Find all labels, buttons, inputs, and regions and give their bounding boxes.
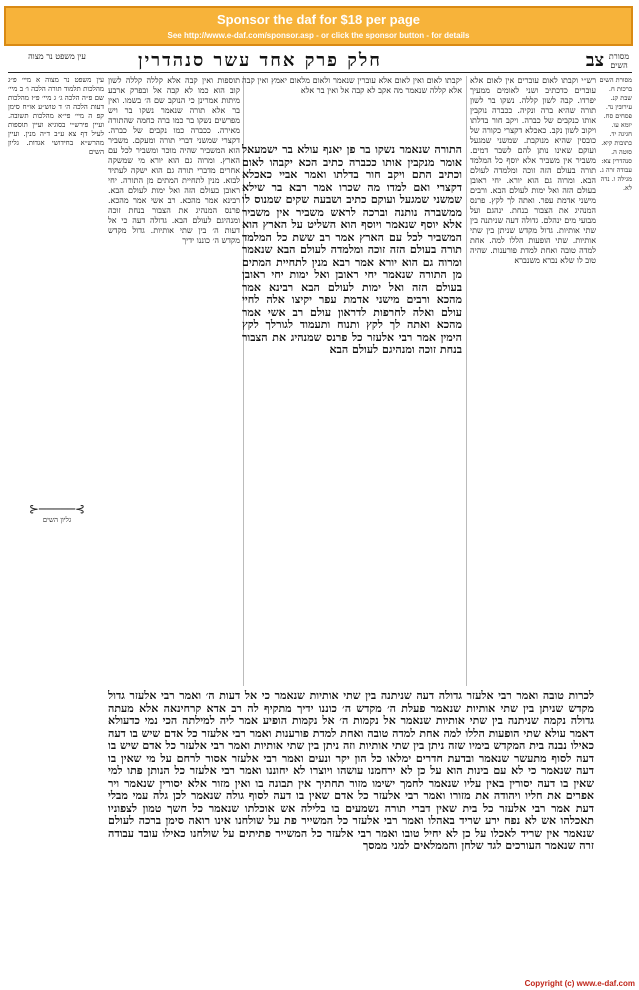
sponsor-banner[interactable] bbox=[4, 6, 633, 46]
masoret-label: מסורת השים bbox=[608, 52, 630, 70]
sponsor-subtitle[interactable]: See http://www.e-daf.com/sponsor.asp - or click the sponsor button - for details bbox=[167, 31, 470, 40]
main-text-top: יקבתו לאום ואין לאום אלא עוברין שנאמר ולאום מלאום יאמץ ואין קבה אלא קללה שנאמר מה אקב לא קבה אל ואין בר אלא bbox=[242, 76, 462, 95]
copyright-notice[interactable]: Copyright (c) www.e-daf.com bbox=[524, 979, 635, 988]
gemara-text-lower: לכרות טובה ואמר רבי אלעזר גדולה דעה שניתנה בין שתי אותיות שנאמר כי אל דעות ה׳ ואמר רבי אלעזר גדול מקדש שניתן בין שתי אותיות שנאמר פעלת ה׳ מקדש ה׳ כוננו ידיך מתקיף לה רב אדא קרחינאה אלא מעתה גדולה נקמה שניתנה בין שתי אותיות שנאמר אל נקמות ה׳ אל נקמות הופיע אמר ליה למילתה הכי נמי כדעולא דאמר עולא שתי הופעות הללו למה אחת למדה טובה ואחת למדת פורענות ואמר רבי אלעזר כל אדם שיש בו דעה כאילו נבנה בית המקדש בימיו שזה ניתן בין שתי אותיות וזה ניתן בין שתי אותיות ואמר רבי אלעזר כל אדם שיש בו דעה לסוף מתעשר שנאמר ובדעת חדרים ימלאו כל הון יקר ונעים ואמר רבי אלעזר אסור לרחם על מי שאין בו דעה שנאמר כי לא עם בינות הוא על כן לא ירחמנו עושהו ויוצרו לא יחוננו ואמר רבי אלעזר כל הנותן פתו למי שאין בו דעה יסורין באין עליו שנאמר לחמך ישימו מזור תחתיך אין תבונה בו ואין מזור אלא יסורין שנאמר ויר אפרים את חליו ויהודה את מזורו ואמר רבי אלעזר כל אדם שאין בו דעה לסוף גולה שנאמר לכן גלה עמי מבלי דעת אמר רבי אלעזר כל בית שאין דברי תורה נשמעים בו בלילה אש אוכלתו שנאמר כל חשך טמון לצפוניו תאכלהו אש לא נפח ירע שריד באהלו ואמר רבי אלעזר כל המשייר פת על שולחנו אינו רואה סימן ברכה לעולם שנאמר אין שריד לאכלו על כן לא יחיל טובו ואמר רבי אלעזר כל המשייר פתיתים על שולחנו כאילו עובד עבודה זרה שנאמר העורכים לגד שלחן והממלאים למני ממסך bbox=[108, 690, 594, 852]
ornament-divider: ⊱─────⊰ bbox=[28, 502, 86, 516]
gilyon-label: גליון השים bbox=[42, 516, 72, 524]
tosafot-column: תוספות ואין קבה אלא קללה קללה לשון קוב הוא כמו לא קבה אל ובפרק ארבע מיתות אמרינן כי הנוקב שם ה׳ בשמו. ואין בר אלא תורה שנאמר נשקו בר ויש מפרשים נשקו בר כמו ברה כחמה שהתורה מאירה. ככברה כמו נקבים של כברה. דקצרי שמשני דברי תורה ומעקם. משביר הוא המשביר שהיה מוכר ומשביר לכל עם הארץ. ומרוה גם הוא יורא מי שמשקה אחרים מדברי תורה גם הוא ישקה לעתיד לבוא. מנין לתחיית המתים מן התורה. יחי ראובן בעולם הזה ואל ימות לעולם הבא. רבינא אמר מהכא. רב אשי אמר מהכא. פרנס המנהיג את הצבור בנחת זוכה ומנהיגם לעולם הבא. גדולה דעה כי אל דעות ה׳ בין שתי אותיות. גדול מקדש מקדש ה׳ כוננו ידיך bbox=[108, 76, 244, 686]
talmud-page bbox=[8, 50, 632, 982]
ein-mishpat-notes: עין משפט נר מצוה א מיי׳ פ״ג מהלכות תלמוד תורה הלכה ו׳ ב מיי׳ שם פ״ה הלכה ג׳ ג מיי׳ פ״ז מהלכות דעות הלכה ה׳ ד טוש״ע או״ח סימן קפ ה מיי׳ פי״א מהלכות תשובה. ועיין פירש״י בסוגיא ועיין תוספות לעיל דף צא ע״ב ד״ה מנין. ועיין מהרש״א בחידושי אגדות. גליון השים bbox=[8, 76, 104, 156]
ein-mishpat-label: עין משפט נר מצוה bbox=[28, 52, 86, 61]
rashi-column: רש״י וקבתו לאום עוברים אין לאום אלא עוברים כדכתיב ושני לאומים ממעיך יפרדו. קבה לשון קללה. נשקו בר לשון תורה שהיא ברה ונקיה. ככברה נוקבין אותו כנקבים של כברה. ויקב חור בדלתו ויקוב לשון נקב. כאכלא דקצרי כקורה של כובסין שהיא מנוקבת. שמשני שמגעל ועוקם שאינו נותן להם לשבר דמים. משביר אין משביר אלא יוסף כל המלמד תורה בעולם הזה זוכה ומלמדה לעולם הבא. ומרוה גם הוא יורא. יחי ראובן בעולם הזה ואל ימות לעולם הבא. ורבים מישני אדמת עפר. ואתה לך לקץ. פרנס המנהיג את הצבור בנחת. ינהגם ועל מבועי מים ינהלם. גדולה דעה שניתנה בין שתי אותיות. גדול מקדש שניתן בין שתי אותיות. שתי הופעות הללו למה. אחת למדה טובה ואחת למדת פורענות. שהיה טוב לו שלא נברא משנברא bbox=[466, 76, 596, 686]
gemara-text: התורה שנאמר נשקו בר פן יאנף עולא בר ישמעאל אומר מנקבין אותו ככברה כתיב הכא יקבהו לאום וכתיב התם ויקב חור בדלתו ואמר אביי כאכלא דקצרי ואם למדו מה שכרו אמר רבא בר שילא שמשני שמגעל ועוקם כתיב ושבעה שקים שמנוס לו ממשברה נותנה וברכה לראש משביר אין משביר אלא יוסף שנאמר ויוסף הוא השליט על הארץ הוא המשביר לכל עם הארץ אמר רב ששת כל המלמד תורה בעולם הזה זוכה ומלמדה לעולם הבא שנאמר ומרוה גם הוא יורא אמר רבא מנין לתחיית המתים מן התורה שנאמר יחי ראובן ואל ימות יחי ראובן בעולם הזה ואל ימות לעולם הבא רבינא אמר מהכא ורבים מישני אדמת עפר יקיצו אלה לחיי עולם ואלה לחרפות לדראון עולם רב אשי אמר מהכא ואתה לך לקץ ותנוח ותעמוד לגורלך לקץ הימין אמר רבי אלעזר כל פרנס שמנהיג את הצבור בנחת זוכה ומנהיגם לעולם הבא bbox=[242, 144, 462, 356]
chapter-title: חלק פרק אחד עשר סנהדרין bbox=[138, 50, 382, 71]
page-header bbox=[8, 50, 632, 73]
sponsor-title[interactable]: Sponsor the daf for $18 per page bbox=[217, 12, 420, 27]
folio-number: צב bbox=[585, 50, 604, 71]
masoret-margin: מסורת השים ברכות ח. שבת קנ. עירובין נד. פסחים סח. יומא עו. חגיגה יד. כתובות קיא. סוטה ה. סנהדרין צא: עבודה זרה ג. מגילה ו. נדה לא. bbox=[599, 76, 632, 192]
